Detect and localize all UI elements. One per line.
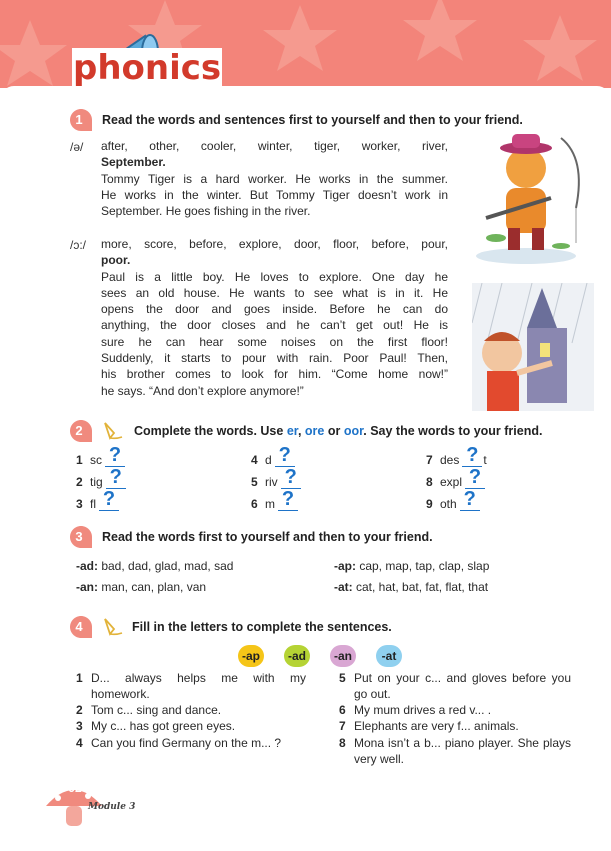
section2-heading (70, 420, 542, 442)
pill-an: -an (330, 645, 356, 667)
er-words-line2: September. (101, 155, 166, 170)
answer-blank[interactable]: ? (465, 468, 485, 489)
sentence-item: 8 Mona isn’t a b... piano player. She plays very well. (339, 736, 571, 766)
section-badge: 1 (70, 109, 92, 131)
sentence-item: 1 D... always helps me with my homework. (76, 671, 306, 701)
tiger-illustration (466, 128, 591, 268)
answer-blank[interactable]: ? (278, 490, 298, 511)
sentence-item: 4 Can you find Germany on the m... ? (76, 736, 282, 750)
section2-instruction: Complete the words. Use er, ore or oor. Say the words to your friend. (134, 424, 543, 438)
section1-heading (70, 109, 523, 131)
exercise-item: 5 riv ? (251, 468, 301, 489)
module-label: Module 3 (88, 802, 136, 812)
er-line-1: Tommy Tiger is a hard worker. He works in the summer. (101, 171, 448, 186)
answer-blank[interactable]: ? (460, 490, 480, 511)
exercise-item: 9 oth ? (426, 490, 480, 511)
exercise-item: 7 des ? t (426, 444, 487, 467)
phonetic-or: /ɔ:/ (70, 238, 87, 252)
answer-blank[interactable]: ? (281, 468, 301, 489)
exercise-item: 6 m ? (251, 490, 298, 511)
option-er: er (286, 424, 298, 438)
exercise-item: 3 fl ? (76, 490, 119, 511)
answer-blank[interactable]: ? (105, 446, 125, 467)
section-badge: 4 (70, 616, 92, 638)
pill-ad: -ad (284, 645, 310, 667)
or-line-8: he says. “And don’t explore anymore!” (101, 383, 304, 398)
or-words-block (101, 236, 448, 399)
or-line-6: Suddenly, it starts to pour with rain. Poor Paul! Then, (101, 351, 448, 366)
haunted-house-illustration (472, 283, 594, 411)
option-oor: oor (343, 424, 364, 438)
exercise-item: 2 tig ? (76, 468, 126, 489)
answer-blank[interactable]: ? (275, 446, 295, 467)
sentence-item: 5 Put on your c... and gloves before you go out. (339, 671, 571, 701)
section4-heading (70, 616, 392, 638)
page-number: 92 (68, 781, 82, 795)
sentence-item: 7 Elephants are very f... animals. (339, 719, 519, 733)
answer-blank[interactable]: ? (99, 490, 119, 511)
pencil-icon (102, 617, 124, 637)
section4-instruction: Fill in the letters to complete the sentences. (132, 620, 392, 634)
answer-blank[interactable]: ? (462, 446, 482, 467)
pill-ap: -ap (238, 645, 264, 667)
section1-instruction: Read the words and sentences first to yourself and then to your friend. (102, 113, 523, 127)
or-line-3: opens the door and goes inside. Before he can do (101, 302, 448, 317)
answer-blank[interactable]: ? (106, 468, 126, 489)
word-group-at: -at: cat, hat, bat, fat, flat, that (334, 580, 489, 594)
or-line-2: sees an old house. He wants to see what is in it. He (101, 285, 448, 300)
exercise-item: 4 d ? (251, 446, 295, 467)
sentence-item: 3 My c... has got green eyes. (76, 719, 236, 733)
pill-at: -at (376, 645, 402, 667)
er-line-2: He works in the winter. But Tommy Tiger doesn’t work in (101, 187, 448, 202)
exercise-item: 8 expl ? (426, 468, 485, 489)
pencil-icon (102, 421, 124, 441)
sentence-item: 6 My mum drives a red v... . (339, 703, 492, 717)
section3-heading (70, 526, 433, 548)
word-group-ap: -ap: cap, map, tap, clap, slap (334, 559, 490, 573)
exercise-item: 1 sc ? (76, 446, 125, 467)
word-group-ad: -ad: bad, dad, glad, mad, sad (76, 559, 234, 573)
or-line-4: anything, the door closes and he can’t get out! He is (101, 318, 448, 333)
or-words-line2: poor. (101, 253, 131, 268)
sentence-item: 2 Tom c... sing and dance. (76, 703, 222, 717)
option-ore: ore (304, 424, 325, 438)
er-words-block (101, 138, 448, 219)
phonetic-er: /ə/ (70, 140, 84, 154)
section-badge: 3 (70, 526, 92, 548)
word-group-an: -an: man, can, plan, van (76, 580, 207, 594)
er-line-3: September. He goes fishing in the river. (101, 204, 311, 219)
or-line-5: sure he can hear some noises on the first floor! (101, 334, 448, 349)
section-badge: 2 (70, 420, 92, 442)
or-line-7: his brother comes to look for him. “Come home now!” (101, 367, 448, 382)
er-words-line1: after, other, cooler, winter, tiger, worker, river, (101, 139, 448, 153)
section3-instruction: Read the words first to yourself and then to your friend. (102, 530, 433, 544)
or-words-line1: more, score, before, explore, door, floor, before, pour, (101, 237, 448, 251)
phonics-title: phonics (73, 48, 222, 88)
or-line-1: Paul is a little boy. He loves to explore. One day he (101, 269, 448, 284)
